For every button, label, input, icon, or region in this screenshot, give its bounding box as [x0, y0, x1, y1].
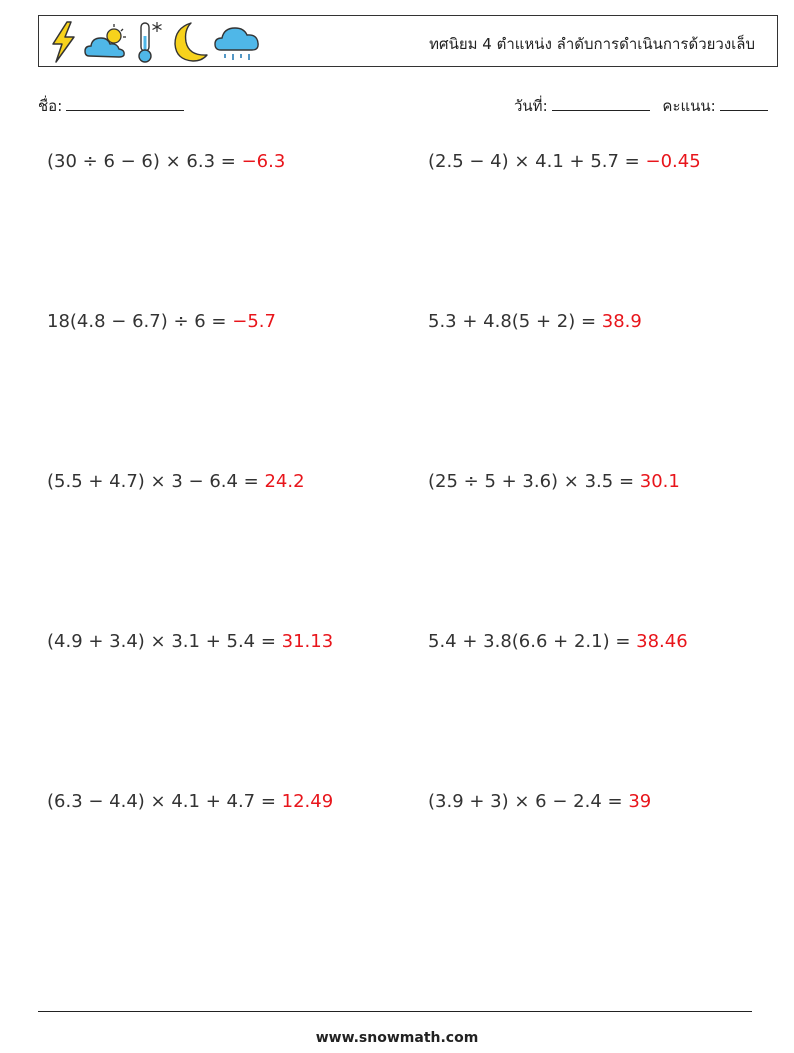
problem-10	[428, 791, 651, 812]
problem-7	[47, 631, 333, 652]
problem-expression: (2.5 − 4) × 4.1 + 5.7 =	[428, 151, 646, 172]
problem-expression: (25 ÷ 5 + 3.6) × 3.5 =	[428, 471, 640, 492]
rain-cloud-icon	[213, 20, 261, 64]
problem-answer: 39	[628, 791, 652, 812]
problem-answer: 38.46	[636, 631, 688, 652]
problem-expression: (30 ÷ 6 − 6) × 6.3 =	[47, 151, 242, 172]
problem-expression: 5.4 + 3.8(6.6 + 2.1) =	[428, 631, 637, 652]
footer-divider	[38, 1011, 752, 1012]
problem-9	[47, 791, 333, 812]
problem-5	[47, 471, 305, 492]
date-blank[interactable]	[552, 96, 650, 111]
problem-answer: −0.45	[645, 151, 701, 172]
problem-answer: 38.9	[601, 311, 642, 332]
name-field[interactable]	[38, 94, 184, 118]
score-label: คะแนน:	[662, 97, 716, 115]
problem-expression: (6.3 − 4.4) × 4.1 + 4.7 =	[47, 791, 282, 812]
problem-answer: −5.7	[232, 311, 276, 332]
name-label: ชื่อ:	[38, 97, 63, 115]
thermometer-cold-icon	[133, 20, 165, 64]
date-score-fields	[514, 94, 768, 118]
worksheet-header	[38, 15, 778, 67]
moon-icon	[169, 20, 209, 64]
problem-answer: 31.13	[281, 631, 334, 652]
date-label: วันที่:	[514, 97, 548, 115]
problem-answer: −6.3	[241, 151, 286, 172]
problem-answer: 30.1	[639, 471, 680, 492]
score-blank[interactable]	[720, 96, 768, 111]
lightning-icon	[47, 20, 79, 64]
problem-2	[428, 151, 701, 172]
footer-website: www.snowmath.com	[315, 1030, 479, 1046]
problem-expression: (4.9 + 3.4) × 3.1 + 5.4 =	[47, 631, 282, 652]
problem-expression: 18(4.8 − 6.7) ÷ 6 =	[47, 311, 233, 332]
name-blank[interactable]	[66, 96, 184, 111]
problem-expression: 5.3 + 4.8(5 + 2) =	[428, 311, 602, 332]
problem-4	[428, 311, 642, 332]
problem-expression: (3.9 + 3) × 6 − 2.4 =	[428, 791, 629, 812]
worksheet-title: ทศนิยม 4 ตำแหน่ง ลำดับการดำเนินการด้วยวงเล็บ	[429, 35, 755, 53]
problem-3	[47, 311, 276, 332]
problem-answer: 24.2	[264, 471, 305, 492]
problem-8	[428, 631, 688, 652]
cloud-sun-icon	[83, 20, 129, 64]
problem-answer: 12.49	[281, 791, 334, 812]
problem-1	[47, 151, 285, 172]
weather-icon-strip	[47, 20, 261, 64]
problem-6	[428, 471, 680, 492]
problem-expression: (5.5 + 4.7) × 3 − 6.4 =	[47, 471, 265, 492]
